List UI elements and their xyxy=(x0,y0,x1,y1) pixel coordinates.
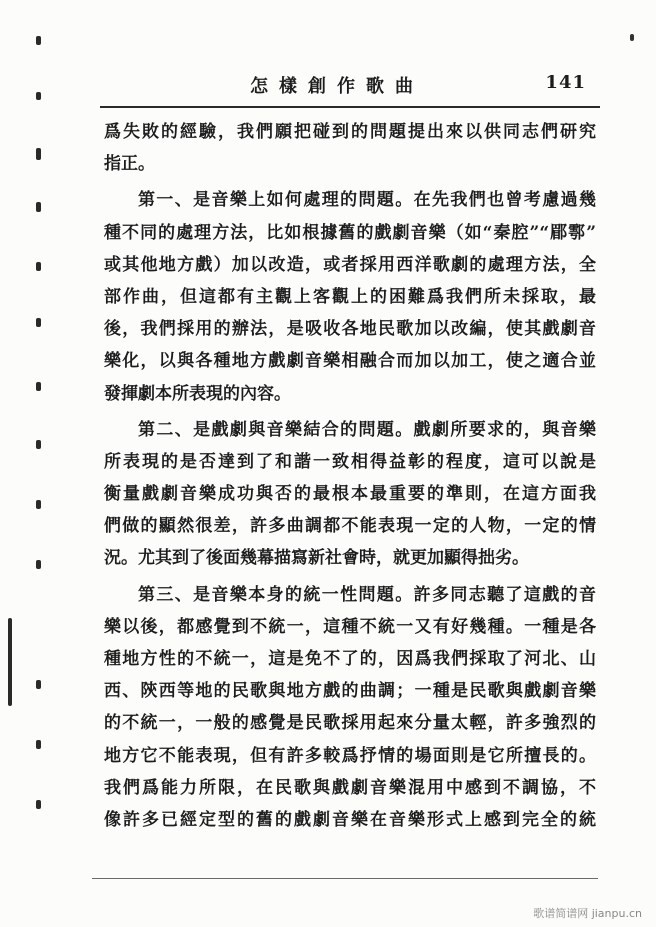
paragraph xyxy=(104,116,596,180)
binding-mark xyxy=(36,382,41,391)
text-line: 後，我們採用的辦法，是吸收各地民歌加以改編，使其戲劇音 xyxy=(104,319,596,340)
text-line: 西、陝西等地的民歌與地方戲的曲調；一種是民歌與戲劇音樂 xyxy=(104,681,596,702)
paragraph xyxy=(104,184,596,409)
binding-mark xyxy=(36,440,41,449)
binding-mark xyxy=(36,560,41,569)
text-line: 所表現的是否達到了和諧一致相得益彰的程度，這可以說是 xyxy=(104,451,596,472)
text-line: 我們爲能力所限，在民歌與戲劇音樂混用中感到不調協，不 xyxy=(104,777,596,798)
text-line: 第一、是音樂上如何處理的問題。在先我們也曾考慮過幾 xyxy=(138,190,596,211)
text-line: 發揮劇本所表現的內容。 xyxy=(104,383,291,404)
text-line: 地方它不能表現，但有許多較爲抒情的場面則是它所擅長的。 xyxy=(104,745,596,766)
text-line: 像許多已經定型的舊的戲劇音樂在音樂形式上感到完全的統 xyxy=(104,809,596,830)
running-header xyxy=(100,66,600,108)
paragraph xyxy=(104,579,596,837)
text-line: 指正。 xyxy=(104,154,155,175)
page-number: 141 xyxy=(545,72,586,93)
text-line: 樂以後，都感覺到不統一，這種不統一又有好幾種。一種是各 xyxy=(104,616,596,637)
text-line: 樂化，以與各種地方戲劇音樂相融合而加以加工，使之適合並 xyxy=(104,351,596,372)
paragraph xyxy=(104,414,596,575)
text-line: 種不同的處理方法，比如根據舊的戲劇音樂（如“秦腔”“郿鄠” xyxy=(104,222,596,243)
text-line: 部作曲，但這都有主觀上客觀上的困難爲我們所未採取，最 xyxy=(104,286,596,307)
binding-mark xyxy=(36,318,41,327)
binding-mark xyxy=(36,680,41,689)
binding-mark xyxy=(36,262,41,271)
text-line: 們做的顯然很差，許多曲調都不能表現一定的人物，一定的情 xyxy=(104,516,596,537)
text-line: 第二、是戲劇與音樂結合的問題。戲劇所要求的，與音樂 xyxy=(138,419,596,440)
text-line: 爲失敗的經驗，我們願把碰到的問題提出來以供同志們研究 xyxy=(104,122,596,142)
text-line: 或其他地方戲）加以改造，或者採用西洋歌劇的處理方法，全 xyxy=(104,254,596,275)
binding-mark xyxy=(36,148,41,160)
watermark: 歌谱简谱网 jianpu.cn xyxy=(533,907,642,920)
corner-mark xyxy=(630,34,634,41)
text-line: 衡量戲劇音樂成功與否的最根本最重要的準則，在這方面我 xyxy=(104,484,596,505)
binding-mark xyxy=(36,36,41,45)
footer-rule xyxy=(92,878,598,879)
text-line: 況。尤其到了後面幾幕描寫新社會時，就更加顯得拙劣。 xyxy=(104,548,529,569)
binding-mark xyxy=(36,800,41,809)
running-title: 怎樣創作歌曲 xyxy=(250,76,424,97)
body-text xyxy=(104,116,596,836)
binding-mark xyxy=(36,92,41,100)
binding-mark xyxy=(8,618,12,706)
binding-mark xyxy=(36,500,41,509)
text-line: 種地方性的不統一，這是免不了的，因爲我們採取了河北、山 xyxy=(104,649,596,669)
text-line: 第三、是音樂本身的統一性問題。許多同志聽了這戲的音 xyxy=(138,584,596,605)
text-line: 的不統一，一般的感覺是民歌採用起來分量太輕，許多強烈的 xyxy=(104,713,596,734)
binding-mark xyxy=(36,202,41,212)
binding-mark xyxy=(36,740,41,749)
